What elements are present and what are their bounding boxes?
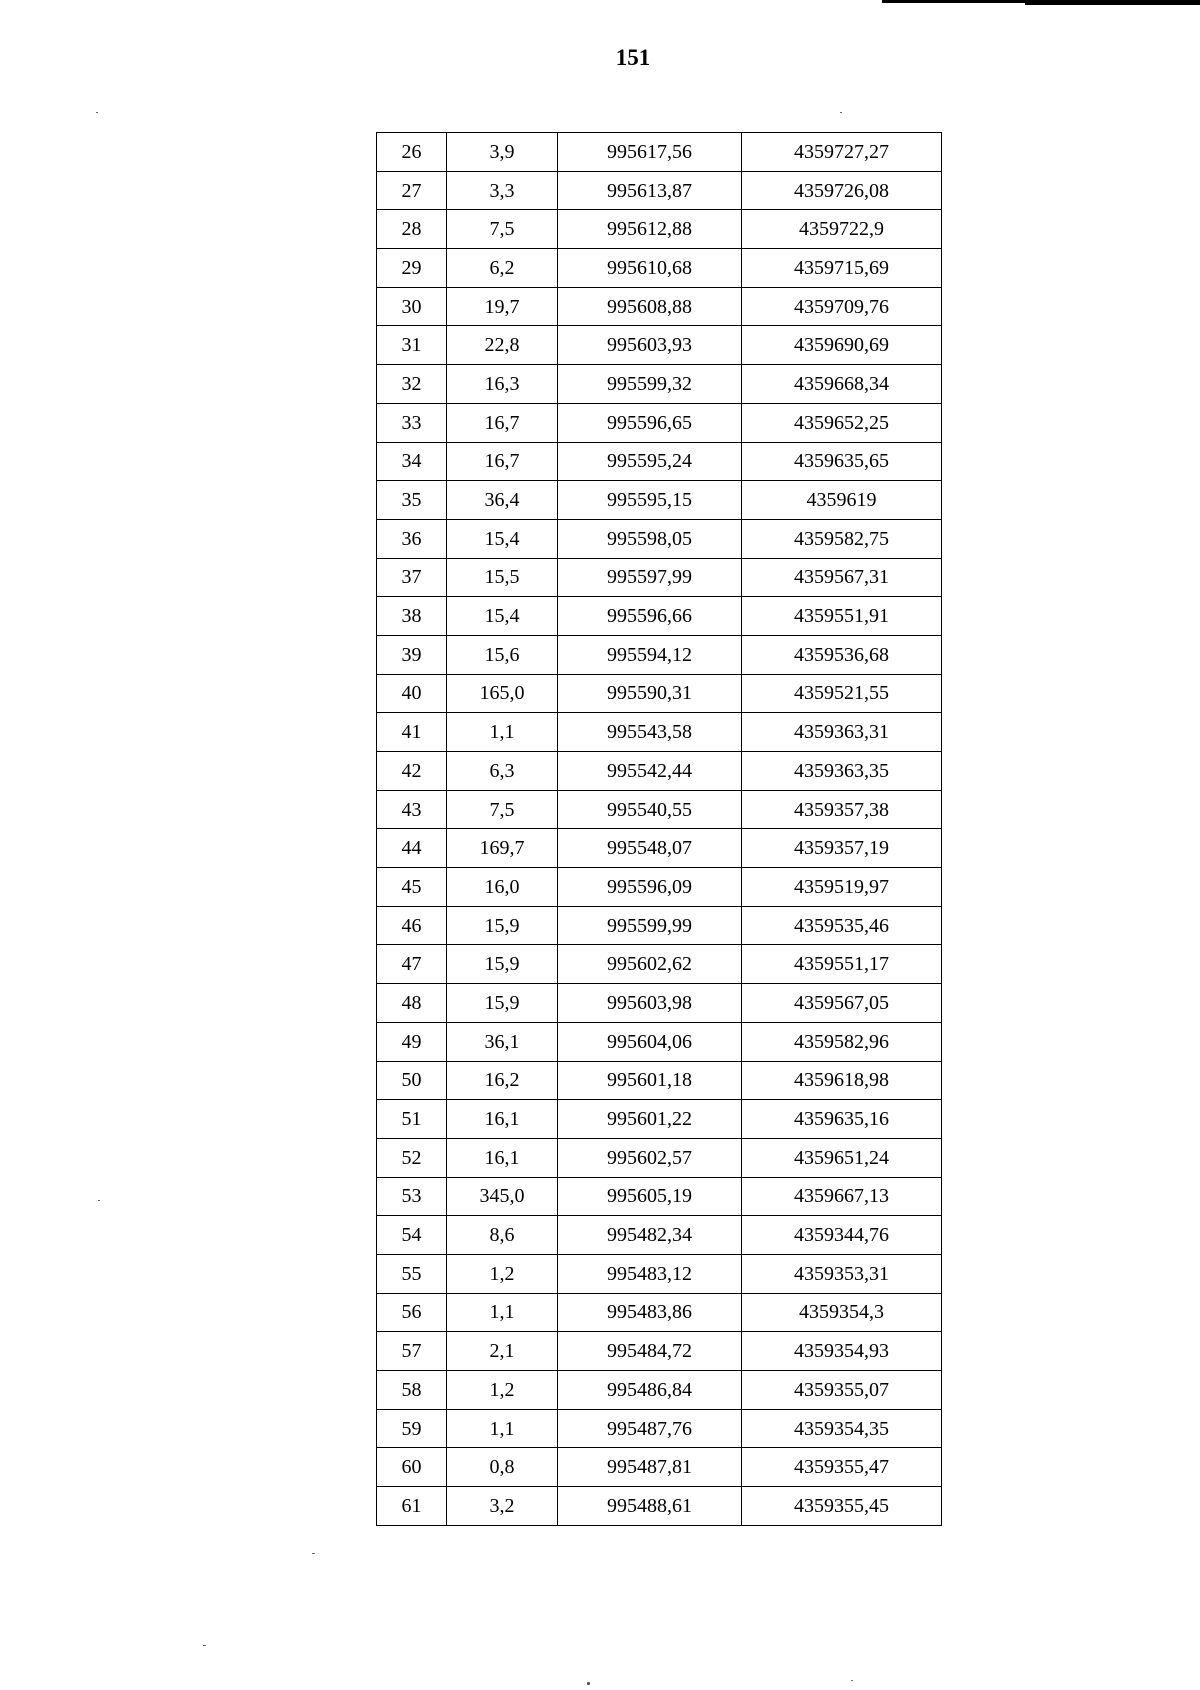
point-number-cell: 35	[377, 481, 447, 520]
table-row	[377, 249, 942, 288]
x-coordinate-cell: 995483,12	[558, 1254, 742, 1293]
table-row	[377, 906, 942, 945]
x-coordinate-cell: 995612,88	[558, 210, 742, 249]
y-coordinate-cell: 4359582,75	[742, 519, 942, 558]
distance-cell: 16,1	[447, 1100, 558, 1139]
x-coordinate-cell: 995590,31	[558, 674, 742, 713]
table-row	[377, 829, 942, 868]
point-number-cell: 37	[377, 558, 447, 597]
header-rule-thin	[1025, 3, 1200, 5]
table-row	[377, 1293, 942, 1332]
x-coordinate-cell: 995602,62	[558, 945, 742, 984]
y-coordinate-cell: 4359727,27	[742, 133, 942, 172]
table-row	[377, 1022, 942, 1061]
distance-cell: 3,3	[447, 171, 558, 210]
x-coordinate-cell: 995486,84	[558, 1371, 742, 1410]
point-number-cell: 26	[377, 133, 447, 172]
table-row	[377, 171, 942, 210]
distance-cell: 0,8	[447, 1448, 558, 1487]
table-row	[377, 1177, 942, 1216]
point-number-cell: 50	[377, 1061, 447, 1100]
table-row	[377, 1061, 942, 1100]
table-row	[377, 984, 942, 1023]
x-coordinate-cell: 995604,06	[558, 1022, 742, 1061]
y-coordinate-cell: 4359357,19	[742, 829, 942, 868]
distance-cell: 16,1	[447, 1138, 558, 1177]
y-coordinate-cell: 4359582,96	[742, 1022, 942, 1061]
distance-cell: 1,2	[447, 1371, 558, 1410]
distance-cell: 36,4	[447, 481, 558, 520]
y-coordinate-cell: 4359567,31	[742, 558, 942, 597]
x-coordinate-cell: 995594,12	[558, 635, 742, 674]
y-coordinate-cell: 4359715,69	[742, 249, 942, 288]
distance-cell: 169,7	[447, 829, 558, 868]
y-coordinate-cell: 4359618,98	[742, 1061, 942, 1100]
x-coordinate-cell: 995596,09	[558, 868, 742, 907]
x-coordinate-cell: 995543,58	[558, 713, 742, 752]
scan-speck	[587, 1682, 590, 1685]
distance-cell: 1,1	[447, 1409, 558, 1448]
point-number-cell: 59	[377, 1409, 447, 1448]
x-coordinate-cell: 995596,66	[558, 597, 742, 636]
point-number-cell: 39	[377, 635, 447, 674]
x-coordinate-cell: 995603,98	[558, 984, 742, 1023]
point-number-cell: 33	[377, 403, 447, 442]
table-row	[377, 674, 942, 713]
x-coordinate-cell: 995484,72	[558, 1332, 742, 1371]
point-number-cell: 60	[377, 1448, 447, 1487]
distance-cell: 15,4	[447, 519, 558, 558]
y-coordinate-cell: 4359551,17	[742, 945, 942, 984]
y-coordinate-cell: 4359619	[742, 481, 942, 520]
distance-cell: 36,1	[447, 1022, 558, 1061]
scan-speck	[96, 112, 98, 113]
distance-cell: 6,2	[447, 249, 558, 288]
table-row	[377, 1332, 942, 1371]
x-coordinate-cell: 995605,19	[558, 1177, 742, 1216]
distance-cell: 7,5	[447, 790, 558, 829]
y-coordinate-cell: 4359354,93	[742, 1332, 942, 1371]
x-coordinate-cell: 995601,18	[558, 1061, 742, 1100]
point-number-cell: 29	[377, 249, 447, 288]
table-row	[377, 442, 942, 481]
distance-cell: 16,7	[447, 403, 558, 442]
point-number-cell: 30	[377, 287, 447, 326]
table-row	[377, 1448, 942, 1487]
y-coordinate-cell: 4359344,76	[742, 1216, 942, 1255]
distance-cell: 16,0	[447, 868, 558, 907]
table-row	[377, 1371, 942, 1410]
y-coordinate-cell: 4359355,47	[742, 1448, 942, 1487]
y-coordinate-cell: 4359668,34	[742, 365, 942, 404]
x-coordinate-cell: 995542,44	[558, 752, 742, 791]
table-row	[377, 752, 942, 791]
point-number-cell: 53	[377, 1177, 447, 1216]
distance-cell: 165,0	[447, 674, 558, 713]
table-row	[377, 1409, 942, 1448]
point-number-cell: 34	[377, 442, 447, 481]
point-number-cell: 45	[377, 868, 447, 907]
x-coordinate-cell: 995608,88	[558, 287, 742, 326]
y-coordinate-cell: 4359357,38	[742, 790, 942, 829]
table-row	[377, 1487, 942, 1526]
y-coordinate-cell: 4359363,35	[742, 752, 942, 791]
x-coordinate-cell: 995613,87	[558, 171, 742, 210]
y-coordinate-cell: 4359355,45	[742, 1487, 942, 1526]
x-coordinate-cell: 995602,57	[558, 1138, 742, 1177]
x-coordinate-cell: 995488,61	[558, 1487, 742, 1526]
coordinates-table	[376, 132, 942, 1526]
distance-cell: 15,9	[447, 945, 558, 984]
table-row	[377, 210, 942, 249]
x-coordinate-cell: 995482,34	[558, 1216, 742, 1255]
point-number-cell: 44	[377, 829, 447, 868]
point-number-cell: 43	[377, 790, 447, 829]
distance-cell: 8,6	[447, 1216, 558, 1255]
x-coordinate-cell: 995610,68	[558, 249, 742, 288]
distance-cell: 15,9	[447, 906, 558, 945]
point-number-cell: 58	[377, 1371, 447, 1410]
distance-cell: 7,5	[447, 210, 558, 249]
y-coordinate-cell: 4359635,16	[742, 1100, 942, 1139]
y-coordinate-cell: 4359709,76	[742, 287, 942, 326]
distance-cell: 3,9	[447, 133, 558, 172]
point-number-cell: 54	[377, 1216, 447, 1255]
distance-cell: 2,1	[447, 1332, 558, 1371]
x-coordinate-cell: 995597,99	[558, 558, 742, 597]
x-coordinate-cell: 995598,05	[558, 519, 742, 558]
y-coordinate-cell: 4359535,46	[742, 906, 942, 945]
table-row	[377, 481, 942, 520]
point-number-cell: 46	[377, 906, 447, 945]
x-coordinate-cell: 995603,93	[558, 326, 742, 365]
table-row	[377, 945, 942, 984]
point-number-cell: 52	[377, 1138, 447, 1177]
distance-cell: 19,7	[447, 287, 558, 326]
y-coordinate-cell: 4359652,25	[742, 403, 942, 442]
point-number-cell: 42	[377, 752, 447, 791]
table-row	[377, 1216, 942, 1255]
scan-speck	[312, 1553, 315, 1554]
x-coordinate-cell: 995599,99	[558, 906, 742, 945]
x-coordinate-cell: 995487,81	[558, 1448, 742, 1487]
table-row	[377, 635, 942, 674]
page-number: 151	[615, 45, 651, 70]
distance-cell: 1,1	[447, 1293, 558, 1332]
y-coordinate-cell: 4359651,24	[742, 1138, 942, 1177]
table-row	[377, 287, 942, 326]
y-coordinate-cell: 4359667,13	[742, 1177, 942, 1216]
point-number-cell: 47	[377, 945, 447, 984]
distance-cell: 15,9	[447, 984, 558, 1023]
scan-speck	[840, 112, 842, 113]
x-coordinate-cell: 995595,15	[558, 481, 742, 520]
x-coordinate-cell: 995487,76	[558, 1409, 742, 1448]
x-coordinate-cell: 995599,32	[558, 365, 742, 404]
table-row	[377, 713, 942, 752]
table-row	[377, 1138, 942, 1177]
distance-cell: 6,3	[447, 752, 558, 791]
distance-cell: 1,1	[447, 713, 558, 752]
table-row	[377, 868, 942, 907]
table-row	[377, 558, 942, 597]
distance-cell: 16,3	[447, 365, 558, 404]
x-coordinate-cell: 995540,55	[558, 790, 742, 829]
point-number-cell: 32	[377, 365, 447, 404]
point-number-cell: 31	[377, 326, 447, 365]
y-coordinate-cell: 4359519,97	[742, 868, 942, 907]
distance-cell: 3,2	[447, 1487, 558, 1526]
y-coordinate-cell: 4359726,08	[742, 171, 942, 210]
table-row	[377, 326, 942, 365]
point-number-cell: 51	[377, 1100, 447, 1139]
distance-cell: 15,5	[447, 558, 558, 597]
table-row	[377, 1254, 942, 1293]
x-coordinate-cell: 995601,22	[558, 1100, 742, 1139]
x-coordinate-cell: 995595,24	[558, 442, 742, 481]
coordinates-table-body	[377, 133, 942, 1526]
point-number-cell: 40	[377, 674, 447, 713]
scan-speck	[203, 1645, 206, 1646]
x-coordinate-cell: 995596,65	[558, 403, 742, 442]
y-coordinate-cell: 4359354,35	[742, 1409, 942, 1448]
distance-cell: 16,7	[447, 442, 558, 481]
y-coordinate-cell: 4359551,91	[742, 597, 942, 636]
point-number-cell: 27	[377, 171, 447, 210]
point-number-cell: 38	[377, 597, 447, 636]
distance-cell: 15,4	[447, 597, 558, 636]
x-coordinate-cell: 995617,56	[558, 133, 742, 172]
x-coordinate-cell: 995483,86	[558, 1293, 742, 1332]
point-number-cell: 41	[377, 713, 447, 752]
point-number-cell: 36	[377, 519, 447, 558]
point-number-cell: 61	[377, 1487, 447, 1526]
distance-cell: 15,6	[447, 635, 558, 674]
y-coordinate-cell: 4359353,31	[742, 1254, 942, 1293]
scan-speck	[98, 1200, 100, 1201]
x-coordinate-cell: 995548,07	[558, 829, 742, 868]
y-coordinate-cell: 4359536,68	[742, 635, 942, 674]
table-row	[377, 790, 942, 829]
scan-speck	[851, 1680, 853, 1681]
table-row	[377, 133, 942, 172]
distance-cell: 22,8	[447, 326, 558, 365]
table-row	[377, 1100, 942, 1139]
y-coordinate-cell: 4359635,65	[742, 442, 942, 481]
point-number-cell: 28	[377, 210, 447, 249]
point-number-cell: 48	[377, 984, 447, 1023]
point-number-cell: 57	[377, 1332, 447, 1371]
distance-cell: 345,0	[447, 1177, 558, 1216]
table-row	[377, 365, 942, 404]
y-coordinate-cell: 4359521,55	[742, 674, 942, 713]
point-number-cell: 55	[377, 1254, 447, 1293]
y-coordinate-cell: 4359722,9	[742, 210, 942, 249]
point-number-cell: 56	[377, 1293, 447, 1332]
table-row	[377, 403, 942, 442]
table-row	[377, 519, 942, 558]
y-coordinate-cell: 4359355,07	[742, 1371, 942, 1410]
table-row	[377, 597, 942, 636]
distance-cell: 16,2	[447, 1061, 558, 1100]
distance-cell: 1,2	[447, 1254, 558, 1293]
y-coordinate-cell: 4359354,3	[742, 1293, 942, 1332]
y-coordinate-cell: 4359690,69	[742, 326, 942, 365]
y-coordinate-cell: 4359567,05	[742, 984, 942, 1023]
y-coordinate-cell: 4359363,31	[742, 713, 942, 752]
point-number-cell: 49	[377, 1022, 447, 1061]
